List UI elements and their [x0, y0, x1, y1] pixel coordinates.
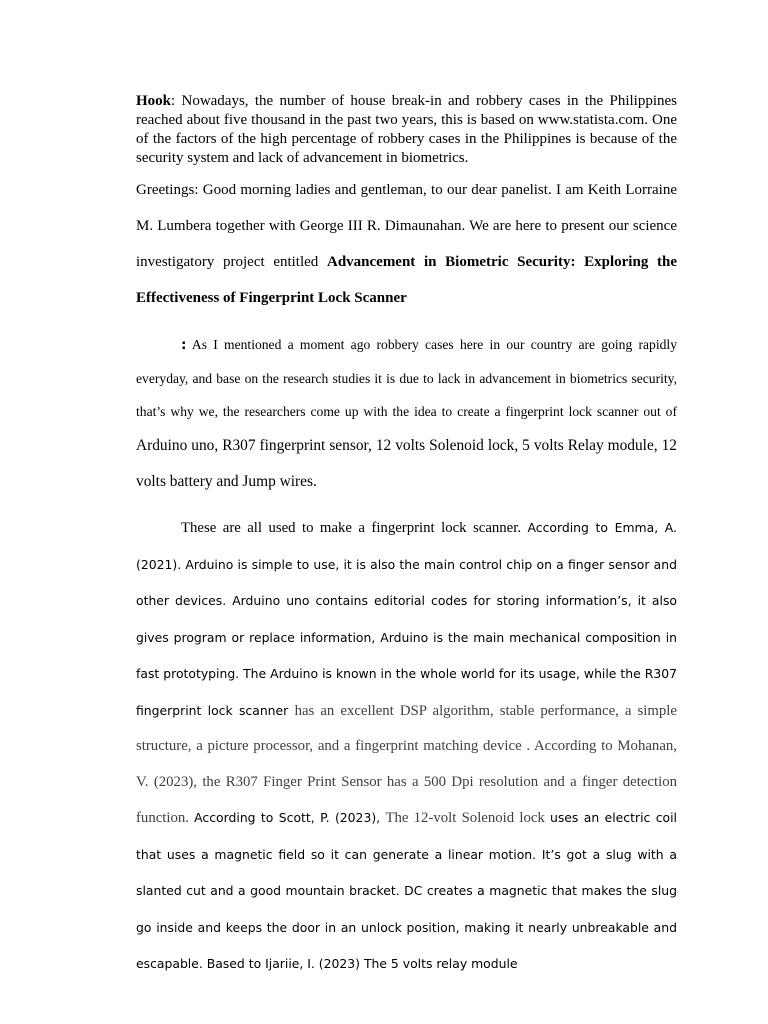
intro-text: As I mentioned a moment ago robbery cases here in our country are going rapidly everyday, and base on the research studies it is due to lack in advancement in biometrics security, that’s why we, the researchers come up with the idea to create a fingerprint lock scanner out of: [136, 337, 677, 419]
solenoid-label: The 12-volt Solenoid lock: [385, 810, 550, 826]
greetings-paragraph: [136, 172, 677, 316]
document-page: [136, 92, 677, 983]
components-intro: These are all used to make a fingerprint lock scanner.: [181, 520, 528, 536]
hook-text: : Nowadays, the number of house break-in and robbery cases in the Philippines reached about five thousand in the past two years, this is based on www.statista.com. One of the factors of the high percentage of robbery cases in the Philippines is because of the security system and lack of advancement in biometrics.: [136, 93, 677, 166]
scott-citation: According to Scott, P. (2023),: [194, 810, 386, 825]
project-title: Advancement in Biometric Security: Exploring the Effectiveness of Fingerprint Lock Scanner: [136, 254, 677, 306]
r307-description: has an excellent DSP algorithm, stable performance, a simple structure, a picture processor, and a fingerprint matching device . According to Mohanan, V. (2023), the R307 Finger Print Sensor has a 500 Dpi resolution and a finger detection function.: [136, 702, 677, 826]
greetings-text: Greetings: Good morning ladies and gentleman, to our dear panelist. I am Keith Lorraine M. Lumbera together with George III R. Dimaunahan. We are here to present our science investigatory project entitled: [136, 182, 677, 270]
hook-paragraph: [136, 92, 677, 168]
materials-text: Arduino uno, R307 fingerprint sensor, 12 volts Solenoid lock, 5 volts Relay module, 12 volts battery and Jump wires.: [136, 437, 677, 490]
arduino-citation: According to Emma, A. (2021). Arduino is simple to use, it is also the main control chip on a finger sensor and other devices. Arduino uno contains editorial codes for storing information’s, it also gives program or replace information, Arduino is the main mechanical composition in fast prototyping. The Arduino is known in the whole world for its usage, while the R307 fingerprint lock scanner: [136, 520, 677, 718]
solenoid-description: uses an electric coil that uses a magnetic field so it can generate a linear motion. It’s got a slug with a slanted cut and a good mountain bracket. DC creates a magnetic that makes the slug go inside and keeps the door in an unlock position, making it nearly unbreakable and escapable. Based to Ijariie, I. (2023) The 5 volts relay module: [136, 810, 677, 971]
introduction-paragraph: [136, 328, 677, 500]
hook-label: Hook: [136, 93, 172, 109]
components-paragraph: [136, 510, 677, 983]
intro-colon: :: [181, 337, 187, 353]
